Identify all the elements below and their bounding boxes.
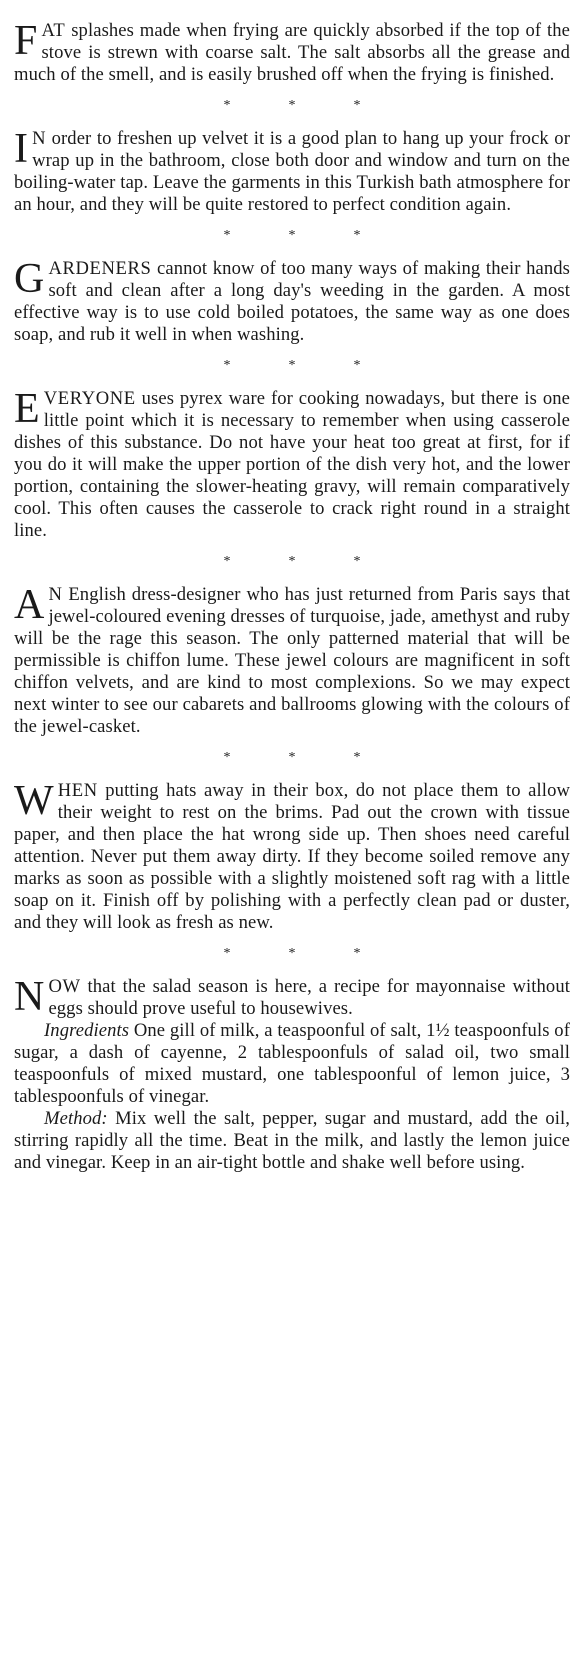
paragraph-text: uses pyrex ware for cooking nowadays, but there is one little point which it is necessary to remember when using casserole dishes of this substance. Do not have your heat too great at first, for if you do it will make the upper portion of the dish very hot, and the lower portion, containing the slower-heating gravy, will remain comparatively cool. This often causes the casserole to crack right round in a straight line.: [14, 388, 570, 541]
separator-star: *: [288, 750, 296, 765]
separator: [14, 552, 570, 572]
lead-word: AT: [41, 20, 66, 41]
separator-star: *: [288, 228, 296, 243]
drop-cap: G: [14, 256, 45, 302]
drop-cap: I: [14, 126, 29, 172]
paragraph-velvet: [14, 128, 570, 216]
separator-star: *: [353, 228, 361, 243]
drop-cap: A: [14, 582, 45, 628]
separator: [14, 96, 570, 116]
separator: [14, 944, 570, 964]
separator-star: *: [223, 228, 231, 243]
paragraph-mayonnaise-recipe: [14, 976, 570, 1174]
method-label: Method:: [44, 1108, 108, 1129]
separator-star: *: [223, 358, 231, 373]
lead-word: HEN: [57, 780, 98, 801]
separator-star: *: [223, 554, 231, 569]
ingredients-label: Ingredients: [44, 1020, 130, 1041]
paragraph-text: splashes made when frying are quickly absorbed if the top of the stove is strewn with coarse salt. The salt absorbs all the grease and much of the smell, and is easily brushed off when the frying is finished.: [14, 20, 570, 85]
paragraph-text: order to freshen up velvet it is a good plan to hang up your frock or wrap up in the bathroom, close both door and window and turn on the boiling-water tap. Leave the garments in this Turkish bath atmosphere for an hour, and they will be quite restored to perfect condition again.: [14, 128, 570, 215]
lead-word: N: [48, 584, 63, 605]
drop-cap: E: [14, 386, 40, 432]
lead-word: VERYONE: [43, 388, 136, 409]
drop-cap: F: [14, 18, 38, 64]
separator-star: *: [288, 358, 296, 373]
paragraph-gardeners: [14, 258, 570, 346]
method-text: Mix well the salt, pepper, sugar and mustard, add the oil, stirring rapidly all the time. Beat in the milk, and lastly the lemon juice and vinegar. Keep in an air-tight bottle and shake well before using.: [14, 1108, 570, 1173]
paragraph-pyrex: [14, 388, 570, 542]
separator-star: *: [223, 98, 231, 113]
separator: [14, 356, 570, 376]
lead-word: ARDENERS: [48, 258, 152, 279]
separator-star: *: [223, 750, 231, 765]
drop-cap: N: [14, 974, 45, 1020]
separator: [14, 748, 570, 768]
separator-star: *: [288, 554, 296, 569]
paragraph-text: putting hats away in their box, do not place them to allow their weight to rest on the brims. Pad out the crown with tissue paper, and then place the hat wrong side up. Then shoes need careful attention. Never put them away dirty. If they become soiled remove any marks as soon as possible with a slightly moistened soft rag with a little soap on it. Finish off by polishing with a perfectly clean pad or duster, and they will look as fresh as new.: [14, 780, 570, 933]
lead-word: OW: [48, 976, 81, 997]
ingredients-text: One gill of milk, a teaspoonful of salt, 1½ teaspoonfuls of sugar, a dash of cayenne, 2 tablespoonfuls of salad oil, two small teaspoonfuls of mixed mustard, one tablespoonful of lemon juice, 3 tablespoonfuls of vinegar.: [14, 1020, 570, 1107]
paragraph-dress-designer: [14, 584, 570, 738]
separator-star: *: [353, 946, 361, 961]
lead-word: N: [32, 128, 47, 149]
separator-star: *: [353, 554, 361, 569]
paragraph-text: English dress-designer who has just returned from Paris says that jewel-coloured evening dresses of turquoise, jade, amethyst and ruby will be the rage this season. The only patterned material that will be permissible is chiffon lume. These jewel colours are magnificent in soft chiffon velvets, and are kind to most complexions. So we may expect next winter to see our cabarets and ballrooms glowing with the colours of the jewel-casket.: [14, 584, 570, 737]
separator-star: *: [353, 750, 361, 765]
paragraph-fat-splashes: [14, 20, 570, 86]
separator-star: *: [288, 98, 296, 113]
paragraph-hats: [14, 780, 570, 934]
drop-cap: W: [14, 778, 54, 824]
method-line: [14, 1108, 570, 1174]
separator-star: *: [288, 946, 296, 961]
ingredients-line: [14, 1020, 570, 1108]
separator: [14, 226, 570, 246]
paragraph-text: cannot know of too many ways of making their hands soft and clean after a long day's weeding in the garden. A most effective way is to use cold boiled potatoes, the same way as one does soap, and rub it well in when washing.: [14, 258, 570, 345]
separator-star: *: [353, 358, 361, 373]
paragraph-text: that the salad season is here, a recipe for mayonnaise without eggs should prove useful to housewives.: [48, 976, 570, 1019]
separator-star: *: [353, 98, 361, 113]
separator-star: *: [223, 946, 231, 961]
